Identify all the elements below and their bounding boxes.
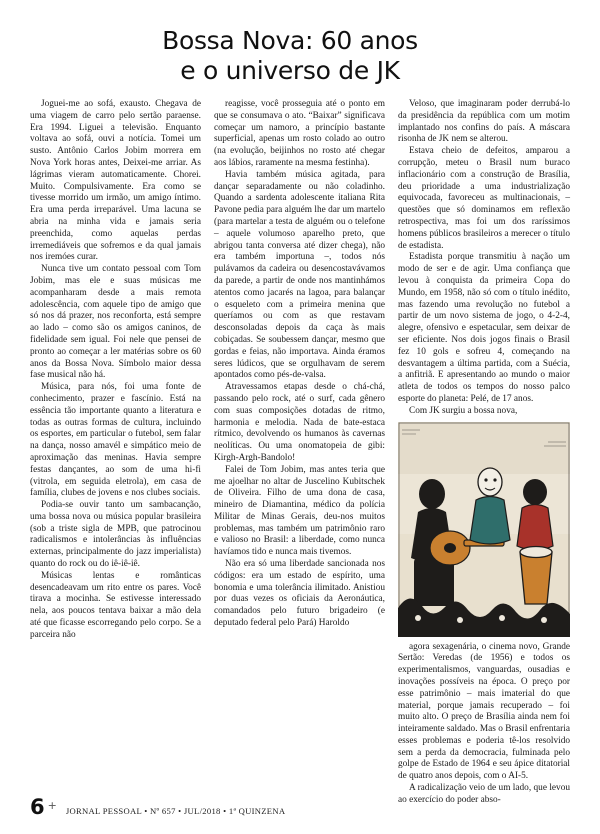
paragraph: Com JK surgiu a bossa nova, [409, 405, 518, 416]
bossa-nova-band-illustration [398, 422, 570, 637]
page-title [30, 26, 570, 85]
paragraph: Havia também música agitada, para dançar separadamente ou não coladinho. Quando a sardenta adolescente italiana Rita Pavone pedia para alguém lhe dar um martelo (para martelar a testa de alguém ou o telefone – aquele volumoso aparelho preto, que abrigou tanta conversa até dizer chega), não era também importuna –, todos nós pulávamos da cadeira ou desencostavávamos da parede, a partir de onde nos mantinhámos atentos como jacarés na lagoa, para balançar o esqueleto com a primeira menina que queríamos ou com as que restavam desconsoladas depois da caça às mais cobiçadas. Se soubessem dançar, mesmo que gordas e feias, não importava. Ainda éramos seres lúdicos, que se orgulhavam de serem apontados como pés-de-valsa. [214, 169, 385, 381]
folio-plus-mark: + [47, 799, 57, 812]
article-columns [30, 99, 570, 807]
paragraph: Veloso, que imaginaram poder derrubá-lo da presidência da república com um motim implantado nos confins do país. A máscara risonha de JK nem se alterou. [398, 99, 570, 145]
paragraph: Estadista porque transmitiu à nação um modo de ser e de agir. Uma confiança que levou à conquista da primeira Copa do Mundo, em 1958, não só com o título inédito, mas fazendo uma revolução no futebol a partir de um novo sistema de jogo, o 4-2-4, alegre, ofensivo e espetacular, sem deixar de ser eficiente. Nos dois jogos finais o Brasil fez 10 gols e sofreu 4, começando na desvantagem a última partida, com a Suécia, a anfitriã. E apresentando ao mundo o maior atleta de todos os tempos do nosso palco esporte do planeta: Pelé, de 17 anos. [398, 252, 570, 404]
paragraph: reagisse, você prosseguia até o ponto em que se consumava o ato. “Baixar” significava começar um namoro, a princípio bastante superficial, apenas um rosto colado ao outro (na evolução, beijinhos no rosto até chegar aos lábios, raramente na mesma festinha). [214, 99, 385, 168]
paragraph: Músicas lentas e românticas desencadeavam um rito entre os pares. Você tirava a mocinha. Se estivesse interessado nela, aos poucos tentava baixar a mão dela até que ficasse escorregando pelo corpo. Se a parceira não [30, 570, 201, 640]
page-footer [30, 797, 285, 818]
paragraph: A radicalização veio de um lado, que levou ao exercício do poder abso- [398, 783, 570, 805]
paragraph: Falei de Tom Jobim, mas antes teria que me ajoelhar no altar de Juscelino Kubitschek de Oliveira. Filho de uma dona de casa, mineiro de Diamantina, médico da polícia Militar de Minas Gerais, deu-nos muitos problemas, mas também um patrimônio raro e valioso no Brasil: a liberdade, como nunca havíamos tido e nunca mais tivemos. [214, 464, 385, 558]
headline-line-2: e o universo de JK [180, 55, 400, 85]
paragraph: Nunca tive um contato pessoal com Tom Jobim, mas ele e suas músicas me acompanharam desde a mais remota adolescência, com aquele tipo de amigo que só nos dá prazer, nos reconforta, está sempre ao lado – como são os amigos caninos, de fidelidade sem igual. Foi nele que pensei de pronto ao começar a ler matérias sobre os 60 anos da Bossa Nova. Símbolo maior dessa fase musical não há. [30, 264, 201, 381]
paragraph: agora sexagenária, o cinema novo, Grande Sertão: Veredas (de 1956) e todos os experimentalismos, vanguardas, ousadias e inovações possíveis na época. O preço por esse patrimônio – mais imaterial do que material, porque jamais recuperado – foi muito alto. O preço de Brasília ainda nem foi inteiramente saldado. Mas o Brasil enfrentaria esses problemas e poderia tê-los resolvido sem a perda da democracia, fulminada pelo golpe de Estado de 1964 e seu ápice ditatorial de quatro anos depois, com o AI-5. [398, 641, 570, 782]
footer-imprint: JORNAL PESSOAL • Nº 657 • JUL/2018 • 1ª QUINZENA [65, 806, 286, 816]
paragraph: Estava cheio de defeitos, amparou a corrupção, meteu o Brasil num buraco inflacionário com a construção de Brasília, deu prioridade a uma industrialização equivocada, favoreceu as multinacionais, – questões que só dominamos em reflexão retrospectiva, mas foi um dos raríssimos homens públicos brasileiros a merecer o título de estadista. [398, 146, 570, 251]
paragraph: Música, para nós, foi uma fonte de conhecimento, prazer e fascínio. Está na essência tão importante quanto a literatura e todas as outras formas de cultura, incluindo os esportes, em particular o futebol, sem falar na dança, nosso amavél e simpático meio de aproximação das meninas. Havia sempre festas dançantes, ao som de uma hi-fi (vitrola, em seguida eletrola), em casa de família, clubes de jovens e nos clubes sociais. [30, 382, 201, 499]
paragraph: Atravessamos etapas desde o chá-chá, passando pelo rock, até o surf, cada gênero com suas composições dotadas de ritmo, harmonia e melodia. Nada de bate-estaca rítmico, devolvendo os humanos às cavernas neolíticas. Ou uma onomatopeia de gibi: Kirgh-Argh-Bandolo! [214, 382, 385, 463]
paragraph: Podia-se ouvir tanto um sambacanção, uma bossa nova ou música popular brasileira (sob a triste sigla de MPB, que patrocinou radicalismos e intolerâncias às influências externas, principalmente do jazz imperialista) quanto do rock ou do iê-iê-iê. [30, 500, 201, 570]
column-3 [398, 99, 570, 807]
headline-line-1: Bossa Nova: 60 anos [162, 26, 418, 55]
folio-number: 6 [30, 795, 45, 819]
paragraph: Não era só uma liberdade sancionada nos códigos: era um estado de espírito, uma bonomia e uma tolerância ilimitado. Anistiou por duas vezes os oficiais da Aeronáutica, comandados pelo futuro brigadeiro (e deputado federal pelo Pará) Haroldo [214, 559, 385, 629]
illustration-svg [398, 422, 570, 637]
paragraph: Joguei-me ao sofá, exausto. Chegava de uma viagem de carro pelo sertão paraense. Era 1994. Liguei a televisão. Enquanto voltava ao sofá, ouvi a notícia. Tomei um susto. Antônio Carlos Jobim morrera em Nova York horas antes, Deixei-me arriar. As lágrimas vieram automaticamente. Chorei. Muito. Compulsivamente. Era como se tivesse morrido um irmão, um amigo íntimo. Era uma perda irreparável. Uma lacuna se abria na minha vida e jamais seria preenchida, como aquelas perdas irremediáveis que sofremos e da qual jamais nos iremóes curar. [30, 99, 201, 263]
column-1 [30, 99, 201, 642]
column-2 [214, 99, 385, 630]
